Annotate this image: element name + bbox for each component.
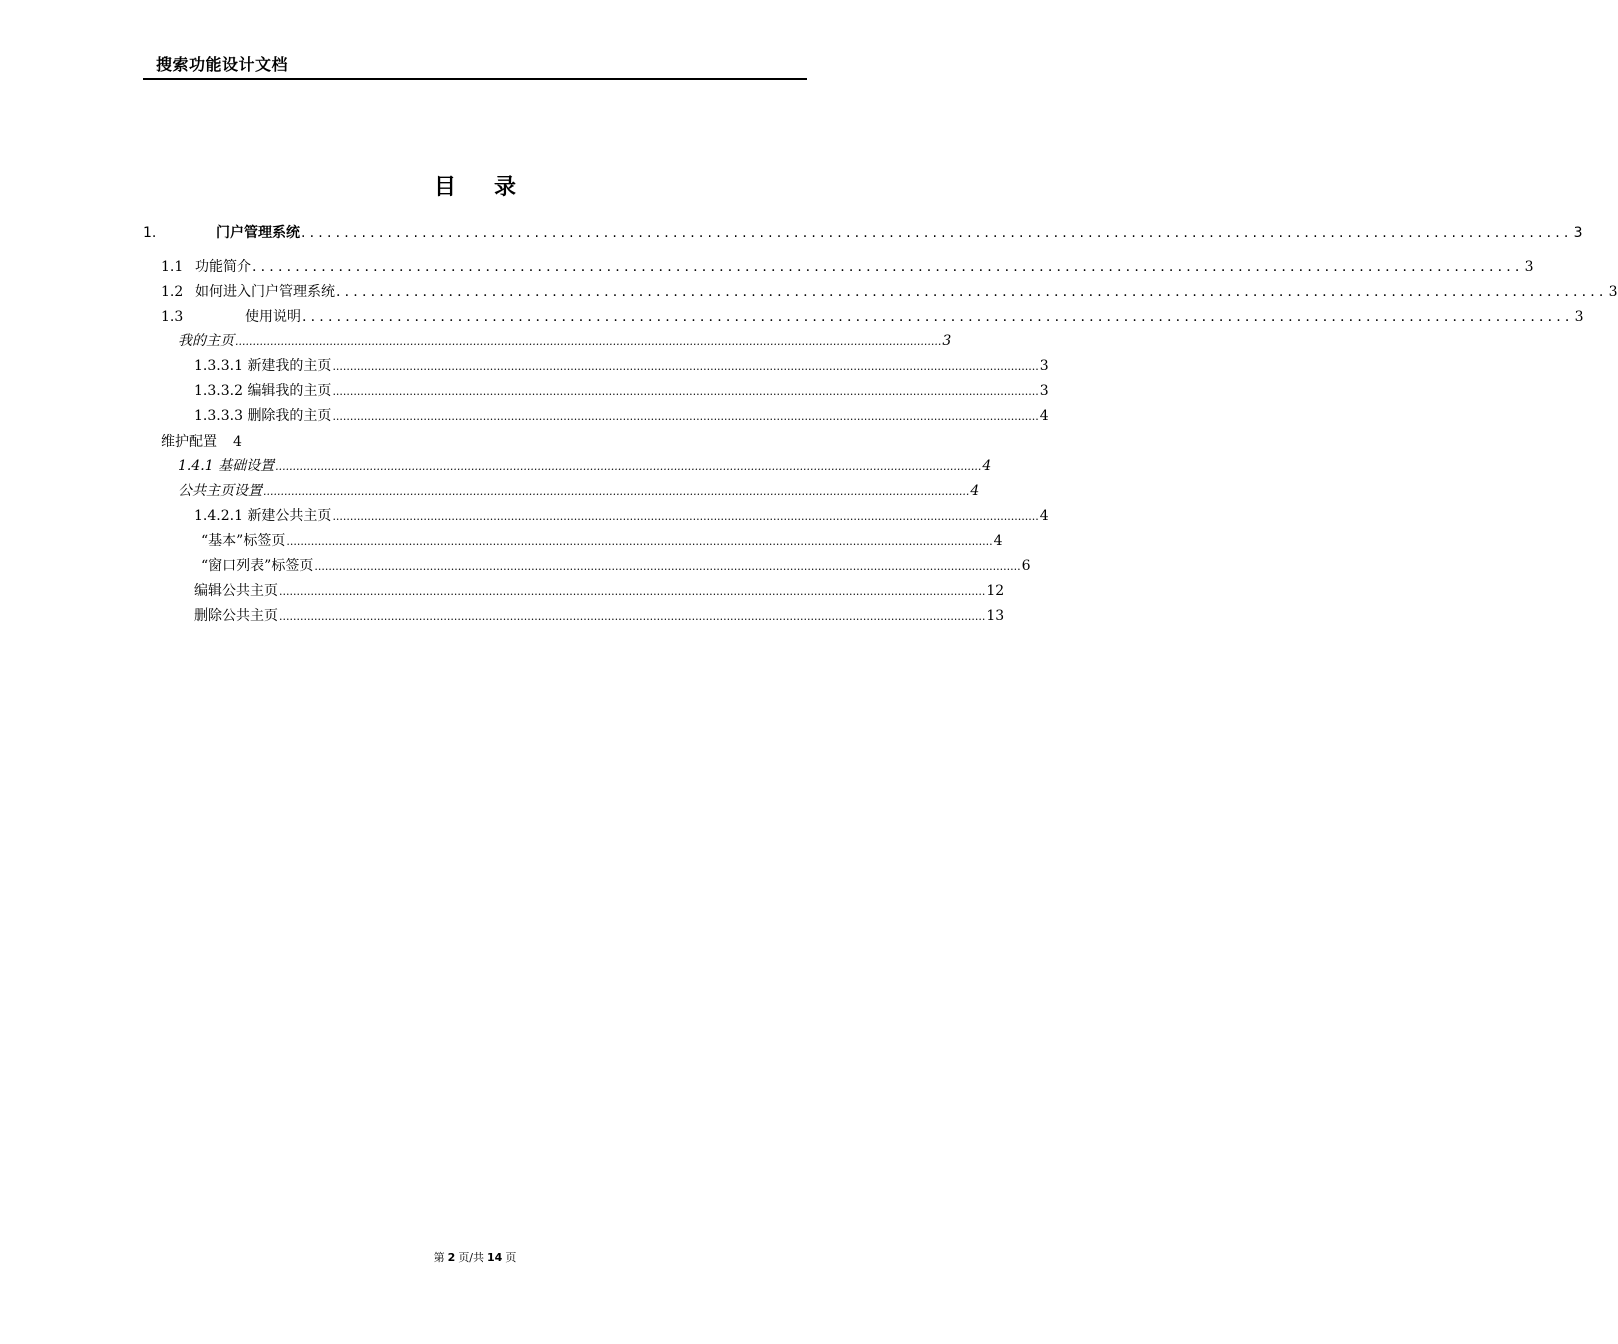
toc-leader: .......................................................................................................................................................................................................... — [275, 460, 982, 473]
toc-entry-1-4-2-1[interactable]: 1.4.2.1 新建公共主页 .......................................................................................................................................................................................................... 4 — [194, 508, 1049, 524]
toc-leader: .......................................................................................................................................................................................................... — [314, 560, 1021, 573]
toc-leader: ................................................................................................................................................... — [336, 284, 1608, 300]
toc-leader: .......................................................................................................................................................................................................... — [332, 510, 1039, 523]
toc-leader: .......................................................................................................................................................................................................... — [332, 385, 1039, 398]
toc-entry-1-3-3-2[interactable]: 1.3.3.2 编辑我的主页 .......................................................................................................................................................................................................... 3 — [194, 383, 1049, 399]
toc-leader: ................................................................................................................................................... — [252, 259, 1524, 275]
toc-entry-basic-tab[interactable]: “基本”标签页 .......................................................................................................................................................................................................... 4 — [201, 533, 1003, 549]
toc-leader: ................................................................................................................................................... — [302, 309, 1574, 325]
toc-leader: ................................................................................................................................................... — [301, 225, 1573, 241]
toc-entry-window-list-tab[interactable]: “窗口列表”标签页 .......................................................................................................................................................................................................... 6 — [201, 558, 1031, 574]
toc-entry-1-1[interactable]: 1.1 功能简介 ................................................................................................................................................... 3 — [161, 259, 1534, 275]
page-header — [143, 50, 807, 80]
toc-entry-1-2[interactable]: 1.2 如何进入门户管理系统 ................................................................................................................................................... 3 — [161, 284, 1618, 300]
toc-entry-maintenance-config[interactable]: 维护配置 4 — [161, 434, 242, 450]
toc-entry-1[interactable]: 1. 门户管理系统 ................................................................................................................................................... 3 — [143, 225, 1583, 241]
header-title: 搜索功能设计文档 — [156, 55, 289, 74]
page-footer: 第 2 页/共 14 页 — [433, 1251, 517, 1264]
toc-entry-edit-public-homepage[interactable]: 编辑公共主页 .......................................................................................................................................................................................................... 12 — [194, 583, 1005, 599]
toc-leader: .......................................................................................................................................................................................................... — [279, 585, 986, 598]
toc-entry-1-3-3-3[interactable]: 1.3.3.3 删除我的主页 .......................................................................................................................................................................................................... 4 — [194, 408, 1049, 424]
toc-leader: .......................................................................................................................................................................................................... — [279, 610, 986, 623]
toc-entry-my-homepage[interactable]: 我的主页 .......................................................................................................................................................................................................... 3 — [178, 333, 952, 349]
toc-entry-public-homepage-settings[interactable]: 公共主页设置 .......................................................................................................................................................................................................... 4 — [178, 483, 980, 499]
toc-leader: .......................................................................................................................................................................................................... — [235, 335, 942, 348]
toc-entry-1-3-3-1[interactable]: 1.3.3.1 新建我的主页 .......................................................................................................................................................................................................... 3 — [194, 358, 1049, 374]
toc-heading-char-1: 目 — [433, 175, 456, 200]
toc-heading-char-2: 录 — [494, 175, 517, 200]
toc-leader: .......................................................................................................................................................................................................... — [263, 485, 970, 498]
toc-entry-1-4-1[interactable]: 1.4.1 基础设置 .......................................................................................................................................................................................................... 4 — [178, 458, 992, 474]
toc-entry-1-3[interactable]: 1.3 使用说明 ................................................................................................................................................... 3 — [161, 309, 1584, 325]
toc-leader: .......................................................................................................................................................................................................... — [332, 360, 1039, 373]
toc-entry-delete-public-homepage[interactable]: 删除公共主页 .......................................................................................................................................................................................................... 13 — [194, 608, 1005, 624]
toc-leader: .......................................................................................................................................................................................................... — [332, 410, 1039, 423]
toc-leader: .......................................................................................................................................................................................................... — [286, 535, 993, 548]
toc-heading — [0, 170, 950, 201]
